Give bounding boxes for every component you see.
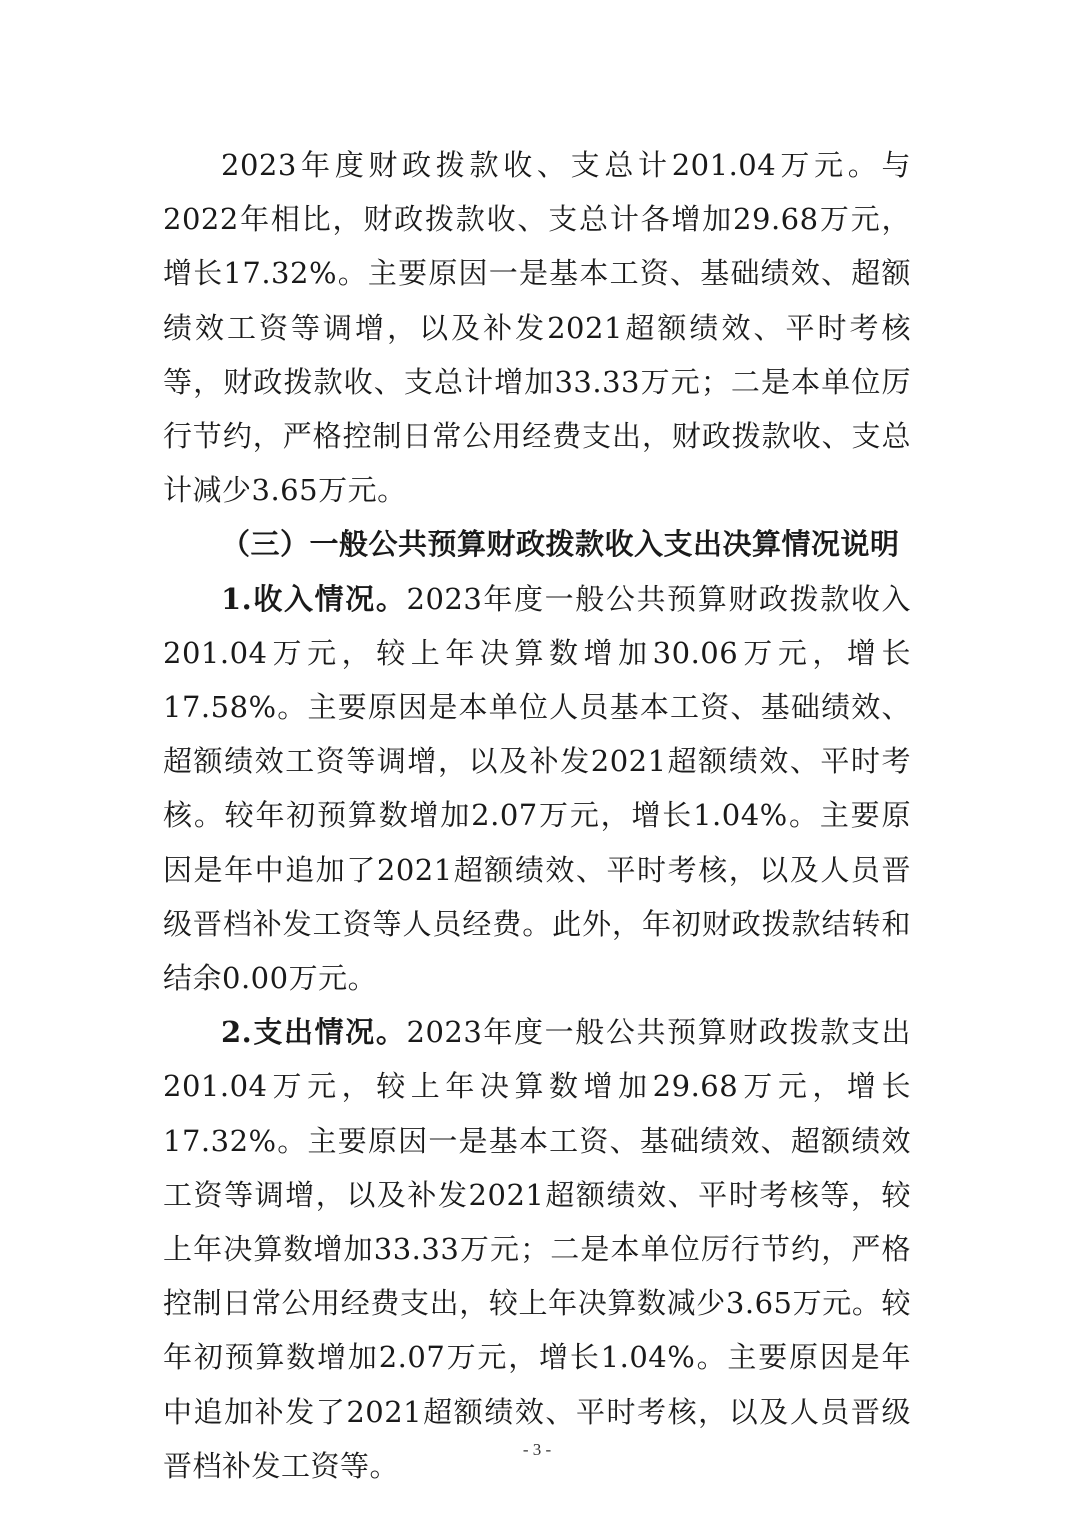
document-body [163, 138, 911, 1493]
section-heading: （三）一般公共预算财政拨款收入支出决算情况说明 [221, 527, 900, 562]
income-text: 2023年度一般公共预算财政拨款收入201.04万元，较上年决算数增加30.06万元，增长17.58%。主要原因是本单位人员基本工资、基础绩效、超额绩效工资等调增，以及补发2021超额绩效、平时考核。较年初预算数增加2.07万元，增长1.04%。主要原因是年中追加了2021超额绩效、平时考核，以及人员晋级晋档补发工资等人员经费。此外，年初财政拨款结转和结余0.00万元。 [163, 581, 911, 996]
expenditure-lead: 2.支出情况。 [221, 1015, 407, 1050]
income-lead: 1.收入情况。 [221, 581, 407, 616]
paragraph-expenditure [163, 1005, 911, 1493]
paragraph-fiscal-total: 2023年度财政拨款收、支总计201.04万元。与2022年相比，财政拨款收、支总计各增加29.68万元，增长17.32%。主要原因一是基本工资、基础绩效、超额绩效工资等调增，以及补发2021超额绩效、平时考核等，财政拨款收、支总计增加33.33万元；二是本单位厉行节约，严格控制日常公用经费支出，财政拨款收、支总计减少3.65万元。 [163, 148, 911, 508]
expenditure-text: 2023年度一般公共预算财政拨款支出201.04万元，较上年决算数增加29.68万元，增长17.32%。主要原因一是基本工资、基础绩效、超额绩效工资等调增，以及补发2021超额绩效、平时考核等，较上年决算数增加33.33万元；二是本单位厉行节约，严格控制日常公用经费支出，较上年决算数减少3.65万元。较年初预算数增加2.07万元，增长1.04%。主要原因是年中追加补发了2021超额绩效、平时考核，以及人员晋级晋档补发工资等。 [163, 1015, 911, 1483]
paragraph-income [163, 572, 911, 1006]
page-number: - 3 - [522, 1440, 552, 1459]
